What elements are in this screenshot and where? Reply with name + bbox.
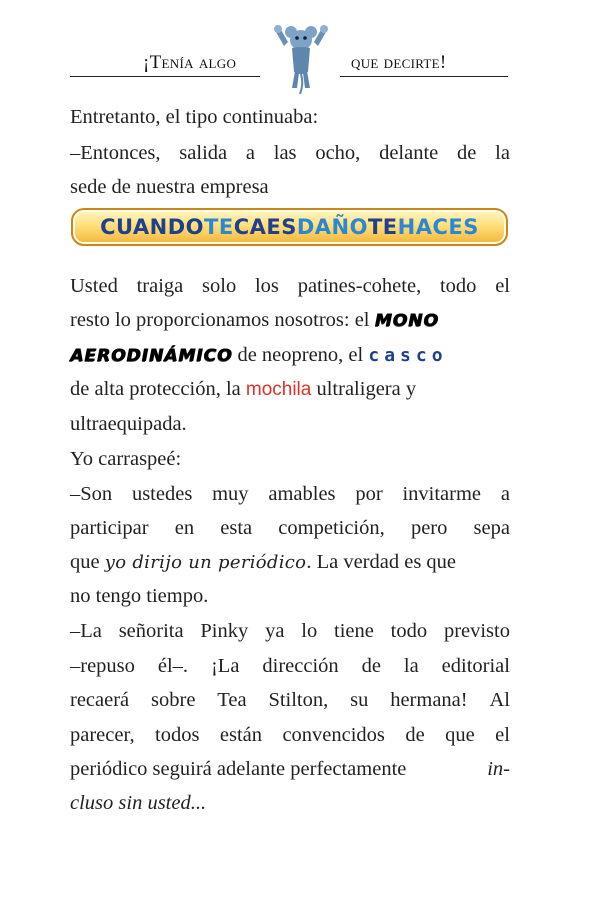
text-line: de alta protección, la mochila ultraligera y <box>70 378 417 400</box>
text-line: Usted traiga solo los patines-cohete, todo el <box>70 275 510 297</box>
text-line: cluso sin usted... <box>70 792 207 814</box>
aerodinamico-stylized-word: AERODINÁMICO <box>70 346 233 366</box>
slogan-banner-text: CUANDOTECAESDAÑOTEHACES <box>100 215 479 239</box>
header-rule-left <box>70 76 260 77</box>
text-line: Yo carraspeé: <box>70 448 182 470</box>
script-phrase: yo dirijo un periódico <box>104 552 307 573</box>
mouse-mascot-icon <box>270 16 332 96</box>
text-line: resto lo proporcionamos nosotros: el MONO <box>70 309 439 331</box>
running-header-right: que decirte! <box>351 52 447 73</box>
text-line: sede de nuestra empresa <box>70 176 269 198</box>
text-line: parecer, todos están convencidos de que el <box>70 724 510 746</box>
text-line: no tengo tiempo. <box>70 585 209 607</box>
text-line: periódico seguirá adelante perfectamente in- <box>70 758 510 780</box>
text-line: que yo dirijo un periódico. La verdad es que <box>70 551 457 573</box>
casco-stylized-word: casco <box>368 345 448 366</box>
text-line: AERODINÁMICO de neopreno, el casco <box>70 344 448 366</box>
text-line: –La señorita Pinky ya lo tiene todo previsto <box>70 620 510 642</box>
text-line: –Son ustedes muy amables por invitarme a <box>70 483 510 505</box>
text-line: ultraequipada. <box>70 413 187 435</box>
text-line: Entretanto, el tipo continuaba: <box>70 106 319 128</box>
running-header-left: ¡Tenía algo <box>143 52 237 73</box>
mochila-stylized-word: mochila <box>245 379 312 400</box>
text-line: recaerá sobre Tea Stilton, su hermana! Al <box>70 689 510 711</box>
slogan-banner <box>71 208 508 246</box>
mono-stylized-word: MONO <box>374 311 439 331</box>
text-line: participar en esta competición, pero sepa <box>70 517 510 539</box>
header-rule-right <box>340 76 508 77</box>
text-line: –Entonces, salida a las ocho, delante de la <box>70 142 510 164</box>
text-line: –repuso él–. ¡La dirección de la editorial <box>70 655 510 677</box>
